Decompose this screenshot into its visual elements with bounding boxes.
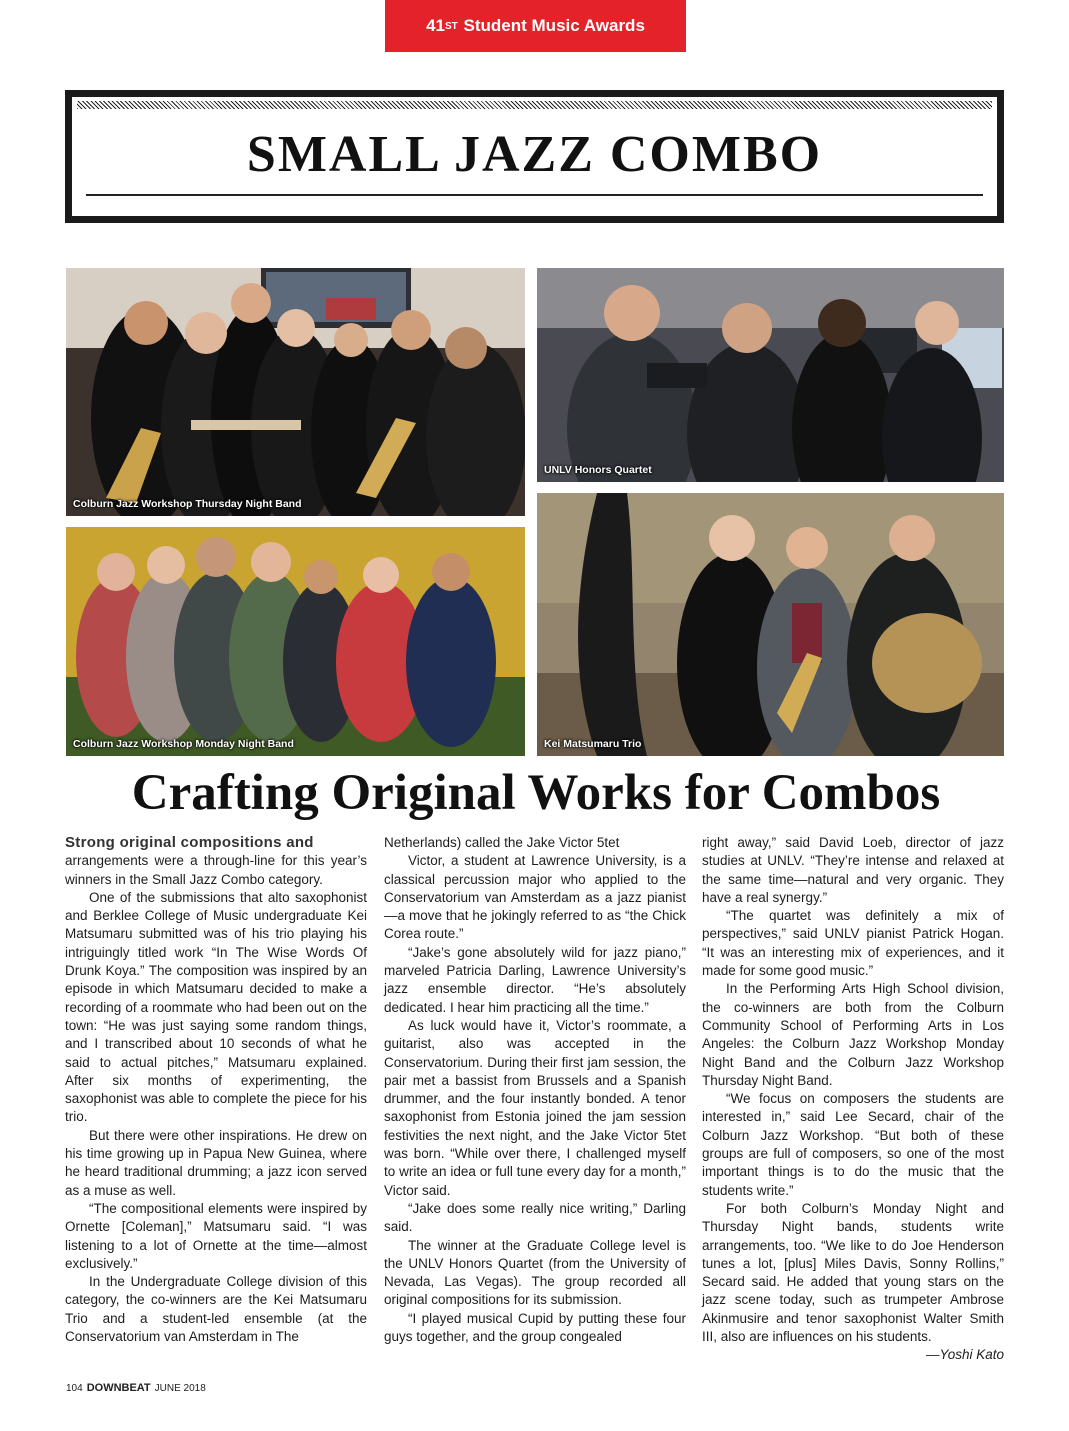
- photo-kei-matsumaru-trio: [537, 493, 1004, 756]
- photo-kei-matsumaru-trio-image: [537, 493, 1004, 756]
- banner-number: 41: [426, 16, 446, 35]
- page-footer: [66, 1382, 206, 1394]
- photo-unlv-honors-quartet: [537, 268, 1004, 482]
- photo-monday-night-band: [66, 527, 525, 756]
- photo-caption: Colburn Jazz Workshop Monday Night Band: [73, 738, 294, 750]
- paragraph: For both Colburn’s Monday Night and Thursday Night bands, students write arrangements, too. “We like to do Joe Henderson tunes a lot, [plus] Miles Davis, Sonny Rollins,” Secard said. He added that young stars on the jazz scene today, such as trumpeter Ambrose Akinmusire and tenor saxophonist Walter Smith III, also are influences on his students.: [702, 1200, 1004, 1345]
- paragraph: But there were other inspirations. He drew on his time growing up in Papua New Guinea, where he heard traditional drumming; a jazz icon served as a muse as well.: [65, 1127, 367, 1198]
- paragraph: “The quartet was definitely a mix of perspectives,” said UNLV pianist Patrick Hogan. “It was an interesting mix of experiences, and it made for some good music.”: [702, 908, 1004, 979]
- header-rule: [86, 194, 983, 196]
- page-number: 104: [66, 1383, 83, 1394]
- paragraph: “I played musical Cupid by putting these four guys together, and the group congealed: [384, 1310, 686, 1345]
- banner-ordinal: ST: [445, 20, 458, 32]
- photo-monday-night-band-image: [66, 527, 525, 756]
- header-hatch-decoration: [77, 101, 992, 109]
- photo-thursday-night-band-image: [66, 268, 525, 516]
- article-column-1: [65, 834, 367, 1346]
- section-banner: [385, 0, 686, 52]
- photo-thursday-night-band: [66, 268, 525, 516]
- paragraph: Victor, a student at Lawrence University, is a classical percussion major who applied to the Conservatorium van Amsterdam as a jazz pianist—a move that he jokingly referred to as “the Chick Corea route.”: [384, 853, 686, 942]
- paragraph: As luck would have it, Victor’s roommate, a guitarist, also was accepted in the Conservatorium. During their first jam session, the pair met a bassist from Brussels and a Spanish drummer, and the four instantly bonded. A tenor saxophonist from Estonia joined the jam session festivities the next night, and the Jake Victor 5tet was born. “While over there, I challenged myself to write an idea or full tune every day for a month,” Victor said.: [384, 1017, 686, 1198]
- photo-caption: UNLV Honors Quartet: [544, 464, 652, 476]
- paragraph: “We focus on composers the students are interested in,” said Lee Secard, chair of the Colburn Jazz Workshop. “But both of these groups are full of composers, so one of the most important things is to do the music that the students write.”: [702, 1091, 1004, 1198]
- issue-date: JUNE 2018: [154, 1383, 206, 1394]
- magazine-name: DOWNBEAT: [86, 1382, 151, 1394]
- photo-unlv-honors-quartet-image: [537, 268, 1004, 482]
- paragraph: “Jake’s gone absolutely wild for jazz piano,” marveled Patricia Darling, Lawrence University’s jazz ensemble director. “He’s absolutely dedicated. I hear him practicing all the time.”: [384, 944, 686, 1015]
- author-signature: —Yoshi Kato: [925, 1347, 1004, 1363]
- paragraph: Netherlands) called the Jake Victor 5tet: [384, 835, 620, 850]
- photo-caption: Kei Matsumaru Trio: [544, 738, 642, 750]
- banner-label: Student Music Awards: [463, 16, 645, 35]
- category-title: SMALL JAZZ COMBO: [246, 126, 823, 183]
- article-lead-in: Strong original compositions and: [65, 834, 314, 851]
- paragraph: arrangements were a through-line for this year’s winners in the Small Jazz Combo category.: [65, 853, 367, 887]
- paragraph: In the Performing Arts High School division, the co-winners are both from the Colburn Community School of Performing Arts in Los Angeles: the Colburn Jazz Workshop Monday Night Band and the Colburn Jazz Workshop Thursday Night Band.: [702, 981, 1004, 1088]
- paragraph: right away,” said David Loeb, director of jazz studies at UNLV. “They’re intense and relaxed at the same time—natural and very organic. They have a real synergy.”: [702, 835, 1004, 905]
- article-column-3: [702, 834, 1004, 1365]
- article-headline: Crafting Original Works for Combos: [131, 765, 941, 821]
- article-column-2: [384, 834, 686, 1346]
- paragraph: In the Undergraduate College division of this category, the co-winners are the Kei Matsumaru Trio and a student-led ensemble (at the Conservatorium van Amsterdam in The: [65, 1274, 367, 1345]
- paragraph: One of the submissions that alto saxophonist and Berklee College of Music undergraduate Kei Matsumaru submitted was of his trio playing his intriguingly titled work “In The Wise Words Of Drunk Koya.” The composition was inspired by an episode in which Matsumaru decided to make a recording of a roommate who had been out on the town: “He was just saying some random things, and I transcribed about 10 seconds of what he said to actual pitches,” Matsumaru explained. After six months of experimenting, the saxophonist was able to complete the piece for his trio.: [65, 889, 367, 1125]
- photo-caption: Colburn Jazz Workshop Thursday Night Band: [73, 498, 302, 510]
- category-header: [65, 90, 1004, 223]
- paragraph: “The compositional elements were inspired by Ornette [Coleman],” Matsumaru said. “I was listening to a lot of Ornette at the time—almost exclusively.”: [65, 1200, 367, 1271]
- paragraph: “Jake does some really nice writing,” Darling said.: [384, 1200, 686, 1235]
- paragraph: The winner at the Graduate College level is the UNLV Honors Quartet (from the University of Nevada, Las Vegas). The group recorded all original compositions for its submission.: [384, 1237, 686, 1308]
